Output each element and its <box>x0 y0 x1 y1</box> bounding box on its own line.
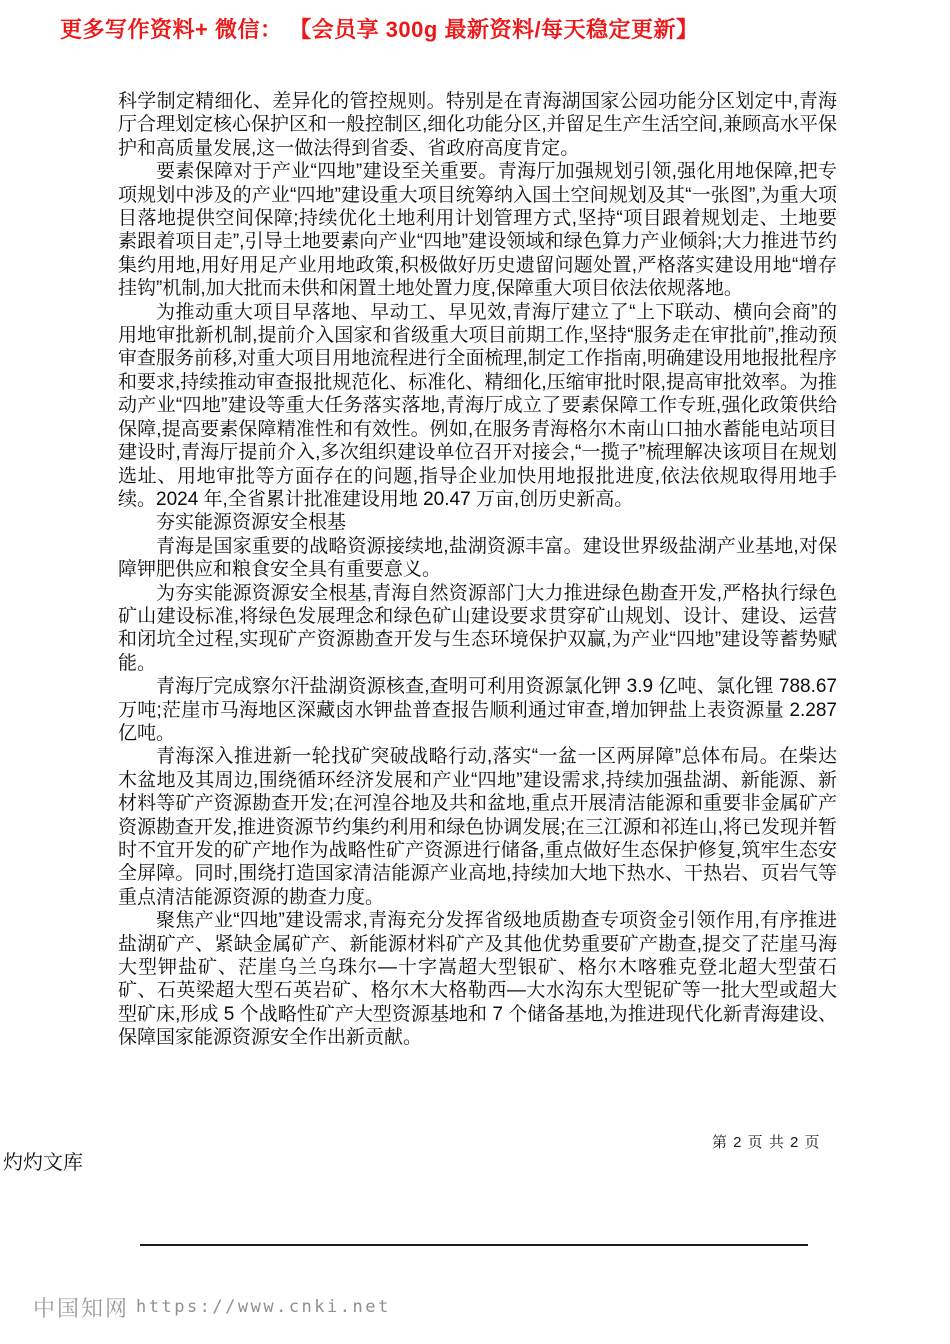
promo-banner-text: 更多写作资料+ 微信： 【会员享 300g 最新资料/每天稳定更新】 <box>60 17 699 42</box>
article-body <box>118 90 837 1050</box>
page-number-label: 第 2 页 共 2 页 <box>712 1134 821 1151</box>
paragraph: 为推动重大项目早落地、早动工、早见效,青海厅建立了“上下联动、横向会商”的用地审批新机制,提前介入国家和省级重大项目前期工作,坚持“服务走在审批前”,推动预审查服务前移,对重大项目用地流程进行全面梳理,制定工作指南,明确建设用地报批程序和要求,持续推动审查报批规范化、标准化、精细化,压缩审批时限,提高审批效率。为推动产业“四地”建设等重大任务落实落地,青海厅成立了要素保障工作专班,强化政策供给保障,提高要素保障精准性和有效性。例如,在服务青海格尔木南山口抽水蓄能电站项目建设时,青海厅提前介入,多次组织建设单位召开对接会,“一揽子”梳理解决该项目在规划选址、用地审批等方面存在的问题,指导企业加快用地报批进度,依法依规取得用地手续。2024 年,全省累计批准建设用地 20.47 万亩,创历史新高。 <box>118 301 837 510</box>
footer-divider-line <box>140 1244 808 1246</box>
cnki-watermark: 中国知网 <box>33 1296 130 1321</box>
paragraph: 青海是国家重要的战略资源接续地,盐湖资源丰富。建设世界级盐湖产业基地,对保障钾肥供应和粮食安全具有重要意义。 <box>118 535 837 581</box>
section-subheading: 夯实能源资源安全根基 <box>156 512 347 534</box>
paragraph: 要素保障对于产业“四地”建设至关重要。青海厅加强规划引领,强化用地保障,把专项规划中涉及的产业“四地”建设重大项目统筹纳入国土空间规划及其“一张图”,为重大项目落地提供空间保障;持续优化土地利用计划管理方式,坚持“项目跟着规划走、土地要素跟着项目走”,引导土地要素向产业“四地”建设领域和绿色算力产业倾斜;大力推进节约集约用地,用好用足产业用地政策,积极做好历史遗留问题处置,严格落实建设用地“增存挂钩”机制,加大批而未供和闲置土地处置力度,保障重大项目依法依规落地。 <box>118 161 837 300</box>
paragraph: 为夯实能源资源安全根基,青海自然资源部门大力推进绿色勘查开发,严格执行绿色矿山建设标准,将绿色发展理念和绿色矿山建设要求贯穿矿山规划、设计、建设、运营和闭坑全过程,实现矿产资源勘查开发与生态环境保护双赢,为产业“四地”建设等蓄势赋能。 <box>118 582 837 674</box>
paragraph: 聚焦产业“四地”建设需求,青海充分发挥省级地质勘查专项资金引领作用,有序推进盐湖矿产、紧缺金属矿产、新能源材料矿产及其他优势重要矿产勘查,提交了茫崖马海大型钾盐矿、茫崖乌兰乌珠尔—十字嵩超大型银矿、格尔木喀雅克登北超大型萤石矿、石英梁超大型石英岩矿、格尔木大格勒西—大水沟东大型铌矿等一批大型或超大型矿床,形成 5 个战略性矿产大型资源基地和 7 个储备基地,为推进现代化新青海建设、保障国家能源资源安全作出新贡献。 <box>118 910 837 1049</box>
paragraph: 青海厅完成察尔汗盐湖资源核查,查明可利用资源氯化钾 3.9 亿吨、氯化锂 788.67 万吨;茫崖市马海地区深藏卤水钾盐普查报告顺利通过审查,增加钾盐上表资源量 2.287 亿吨。 <box>118 676 837 744</box>
cnki-url-link[interactable]: https://www.cnki.net <box>136 1297 391 1317</box>
library-brand-label: 灼灼文库 <box>3 1152 83 1174</box>
paragraph: 科学制定精细化、差异化的管控规则。特别是在青海湖国家公园功能分区划定中,青海厅合理划定核心保护区和一般控制区,细化功能分区,并留足生产生活空间,兼顾高水平保护和高质量发展,这一做法得到省委、省政府高度肯定。 <box>118 91 837 159</box>
paragraph: 青海深入推进新一轮找矿突破战略行动,落实“一盆一区两屏障”总体布局。在柴达木盆地及其周边,围绕循环经济发展和产业“四地”建设需求,持续加强盐湖、新能源、新材料等矿产资源勘查开发;在河湟谷地及共和盆地,重点开展清洁能源和重要非金属矿产资源勘查开发,推进资源节约集约利用和绿色协调发展;在三江源和祁连山,将已发现并暂时不宜开发的矿产地作为战略性矿产资源进行储备,重点做好生态保护修复,筑牢生态安全屏障。同时,围绕打造国家清洁能源产业高地,持续加大地下热水、干热岩、页岩气等重点清洁能源资源的勘查力度。 <box>118 746 837 908</box>
